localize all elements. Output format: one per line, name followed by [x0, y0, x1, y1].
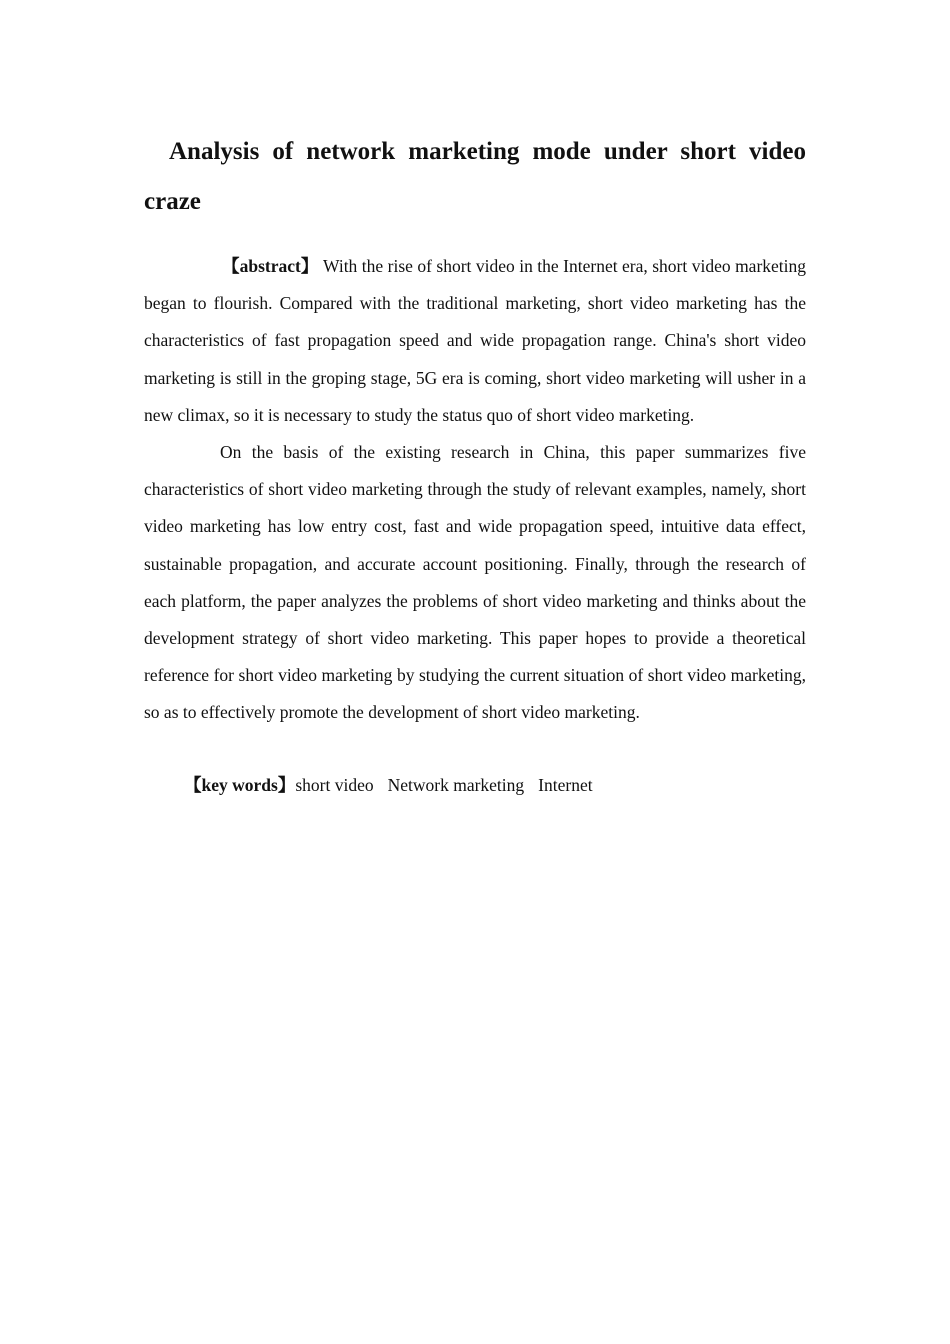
- abstract-section: [144, 248, 806, 732]
- keyword-item: short video: [295, 774, 374, 795]
- document-page: [144, 127, 806, 804]
- keywords-section: [144, 767, 806, 804]
- keyword-item: Network marketing: [387, 774, 525, 795]
- keyword-item: Internet: [538, 774, 593, 795]
- abstract-text-1: With the rise of short video in the Internet era, short video marketing began to flourish. Compared with the traditional marketing, short video marketing has the characteristics of fast propagation speed and wide propagation range. China's short video marketing is still in the groping stage, 5G era is coming, short video marketing will usher in a new climax, so it is necessary to study the status quo of short video marketing.: [144, 256, 807, 425]
- abstract-label: 【abstract】: [222, 256, 319, 276]
- abstract-paragraph-2: On the basis of the existing research in China, this paper summarizes five characteristics of short video marketing through the study of relevant examples, namely, short video marketing has low entry cost, fast and wide propagation speed, intuitive data effect, sustainable propagation, and accurate account positioning. Finally, through the research of each platform, the paper analyzes the problems of short video marketing and thinks about the development strategy of short video marketing. This paper hopes to provide a theoretical reference for short video marketing by studying the current situation of short video marketing, so as to effectively promote the development of short video marketing.: [144, 442, 806, 723]
- keywords-label: 【key words】: [184, 774, 296, 795]
- paper-title: Analysis of network marketing mode under short video craze: [144, 138, 806, 215]
- abstract-paragraph-1: [144, 248, 806, 434]
